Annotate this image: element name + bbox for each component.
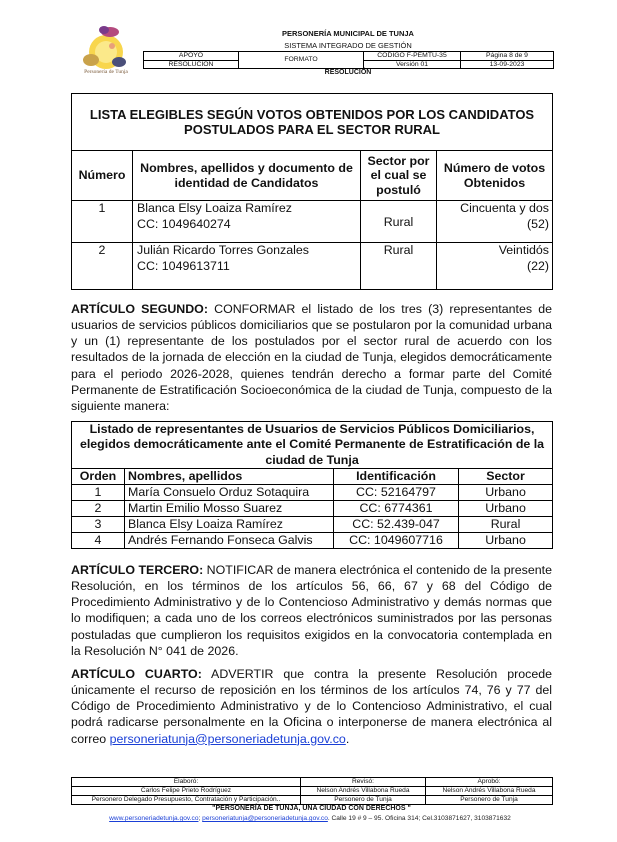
contact-separator: ; bbox=[198, 815, 203, 822]
order-cell: 1 bbox=[72, 485, 125, 501]
article-body: NOTIFICAR de manera electrónica el contenido de la presente Resolución, en los términos de los artículos 56, 66, 67 y 68 del Código de Procedimiento Administrativo y de lo Contencioso Administrativo y demás normas que lo modifiquen; a cada uno de los correos electrónicos suministrados por las personas postuladas que cumplieron los requisitos exigidos en la convocatoria contemplada en la Resolución N° 041 de 2026. bbox=[71, 563, 552, 658]
table-row bbox=[72, 517, 553, 533]
approved-name: Nelson Andrés Villabona Rueda bbox=[426, 787, 553, 796]
section-title: RESOLUCIÓN bbox=[324, 69, 372, 76]
article-body: CONFORMAR el listado de los tres (3) representantes de usuarios de servicios públicos domiciliarios que se postularon por la comunidad urbana y un (1) representante de los postulados por el sector rural de acuerdo con los resultados de la jornada de elección en la ciudad de Tunja, elegidos democráticamente para el periodo 2026-2028, quienes tendrán derecho a formar parte del Comité Permanente de Estratificación Socioeconómica de la ciudad de Tunja, compuesto de la siguiente manera: bbox=[71, 302, 552, 413]
candidate-cell bbox=[133, 201, 361, 243]
table2-header-id: Identificación bbox=[334, 469, 459, 485]
reviewed-label: Revisó: bbox=[301, 778, 426, 787]
prepared-label: Elaboró: bbox=[72, 778, 301, 787]
footer-contact bbox=[60, 815, 560, 822]
order-cell: 2 bbox=[72, 501, 125, 517]
article-trailing: . bbox=[345, 731, 350, 746]
organization-name: PERSONERÍA MUNICIPAL DE TUNJA bbox=[282, 29, 414, 38]
votes-text: Cincuenta y dos bbox=[460, 201, 549, 215]
prepared-name: Carlos Felipe Prieto Rodríguez bbox=[72, 787, 301, 796]
table1-header-names: Nombres, apellidos y documento de identidad de Candidatos bbox=[133, 151, 361, 201]
article-heading: ARTÍCULO TERCERO: bbox=[71, 563, 204, 577]
document-control-table bbox=[143, 51, 554, 69]
footer-motto: "PERSONERÍA DE TUNJA, UNA CIUDAD CON DERECHOS " bbox=[212, 805, 411, 812]
id-cell: CC: 52164797 bbox=[334, 485, 459, 501]
sector-cell: Urbano bbox=[459, 533, 553, 549]
candidate-name: Blanca Elsy Loaiza Ramírez bbox=[137, 201, 292, 215]
id-cell: CC: 6774361 bbox=[334, 501, 459, 517]
row-number: 1 bbox=[72, 201, 133, 243]
name-cell: Blanca Elsy Loaiza Ramírez bbox=[125, 517, 334, 533]
approved-role: Personero de Tunja bbox=[426, 796, 553, 805]
sector-cell: Urbano bbox=[459, 501, 553, 517]
votes-cell bbox=[437, 201, 553, 243]
date-cell: 13-09-2023 bbox=[461, 60, 554, 69]
approved-label: Aprobó: bbox=[426, 778, 553, 787]
article-segundo bbox=[71, 301, 552, 414]
table-row bbox=[72, 485, 553, 501]
table1-header-number: Número bbox=[72, 151, 133, 201]
sector-cell: Urbano bbox=[459, 485, 553, 501]
table2-header-names: Nombres, apellidos bbox=[125, 469, 334, 485]
table-row bbox=[72, 243, 553, 290]
format-cell: FORMATO bbox=[239, 52, 364, 69]
footer-email-link[interactable]: personeriatunja@personeriadetunja.gov.co bbox=[202, 815, 328, 822]
article-cuarto bbox=[71, 666, 552, 747]
name-cell: María Consuelo Orduz Sotaquira bbox=[125, 485, 334, 501]
approval-table bbox=[71, 777, 553, 805]
row-number: 2 bbox=[72, 243, 133, 290]
reviewed-name: Nelson Andrés Villabona Rueda bbox=[301, 787, 426, 796]
process-cell: APOYO bbox=[144, 52, 239, 61]
votes-number: (52) bbox=[526, 216, 549, 231]
name-cell: Andrés Fernando Fonseca Galvis bbox=[125, 533, 334, 549]
order-cell: 3 bbox=[72, 517, 125, 533]
code-cell: CÓDIGO F-PEMTU-35 bbox=[364, 52, 461, 61]
doc-type-cell: RESOLUCIÓN bbox=[144, 60, 239, 69]
table1-title: LISTA ELEGIBLES SEGÚN VOTOS OBTENIDOS POR LOS CANDIDATOS POSTULADOS PARA EL SECTOR RURAL bbox=[72, 94, 553, 151]
reviewed-role: Personero de Tunja bbox=[301, 796, 426, 805]
table1-header-sector: Sector por el cual se postuló bbox=[361, 151, 437, 201]
email-link[interactable]: personeriatunja@personeriadetunja.gov.co bbox=[109, 731, 346, 746]
table-row bbox=[72, 533, 553, 549]
article-tercero bbox=[71, 562, 552, 659]
page-cell: Página 8 de 9 bbox=[461, 52, 554, 61]
candidate-id: CC: 1049613711 bbox=[137, 258, 230, 273]
candidate-cell bbox=[133, 243, 361, 290]
id-cell: CC: 52.439-047 bbox=[334, 517, 459, 533]
votes-number: (22) bbox=[526, 258, 549, 273]
sector-cell: Rural bbox=[361, 243, 437, 290]
article-heading: ARTÍCULO SEGUNDO: bbox=[71, 302, 208, 316]
table1-header-votes: Número de votos Obtenidos bbox=[437, 151, 553, 201]
article-heading: ARTÍCULO CUARTO: bbox=[71, 667, 202, 681]
candidate-name: Julián Ricardo Torres Gonzales bbox=[137, 243, 309, 257]
table-row bbox=[72, 201, 553, 243]
name-cell: Martin Emilio Mosso Suarez bbox=[125, 501, 334, 517]
version-cell: Versión 01 bbox=[364, 60, 461, 69]
eligible-rural-candidates-table bbox=[71, 93, 553, 290]
votes-text: Veintidós bbox=[498, 243, 549, 257]
table2-title: Listado de representantes de Usuarios de Servicios Públicos Domiciliarios, elegidos democráticamente ante el Comité Permanente de Estratificación de la ciudad de Tunja bbox=[72, 422, 553, 469]
sector-cell: Rural bbox=[459, 517, 553, 533]
table-row bbox=[72, 501, 553, 517]
footer-address: . Calle 19 # 9 – 95. Oficina 314; Cel.3103871627, 3103871632 bbox=[327, 815, 511, 822]
logo-caption: Personería de Tunja bbox=[84, 69, 128, 75]
article-body: ADVERTIR que contra la presente Resolución procede únicamente el recurso de reposición en los términos de los artículos 74, 76 y 77 del Código de Procedimiento Administrativo y de lo Contencioso Administrativo, el cual podrá radicarse personalmente en la Oficina o interponerse de manera electrónica al correo bbox=[71, 667, 552, 746]
table2-header-order: Orden bbox=[72, 469, 125, 485]
id-cell: CC: 1049607716 bbox=[334, 533, 459, 549]
table2-header-sector: Sector bbox=[459, 469, 553, 485]
order-cell: 4 bbox=[72, 533, 125, 549]
candidate-id: CC: 1049640274 bbox=[137, 216, 231, 231]
votes-cell bbox=[437, 243, 553, 290]
sector-cell: Rural bbox=[361, 201, 437, 243]
prepared-role: Personero Delegado Presupuesto, Contratación y Participación.. bbox=[72, 796, 301, 805]
representatives-table bbox=[71, 421, 553, 549]
system-name: SISTEMA INTEGRADO DE GESTIÓN bbox=[284, 41, 412, 50]
website-link[interactable]: www.personeriadetunja.gov.co bbox=[109, 815, 199, 822]
